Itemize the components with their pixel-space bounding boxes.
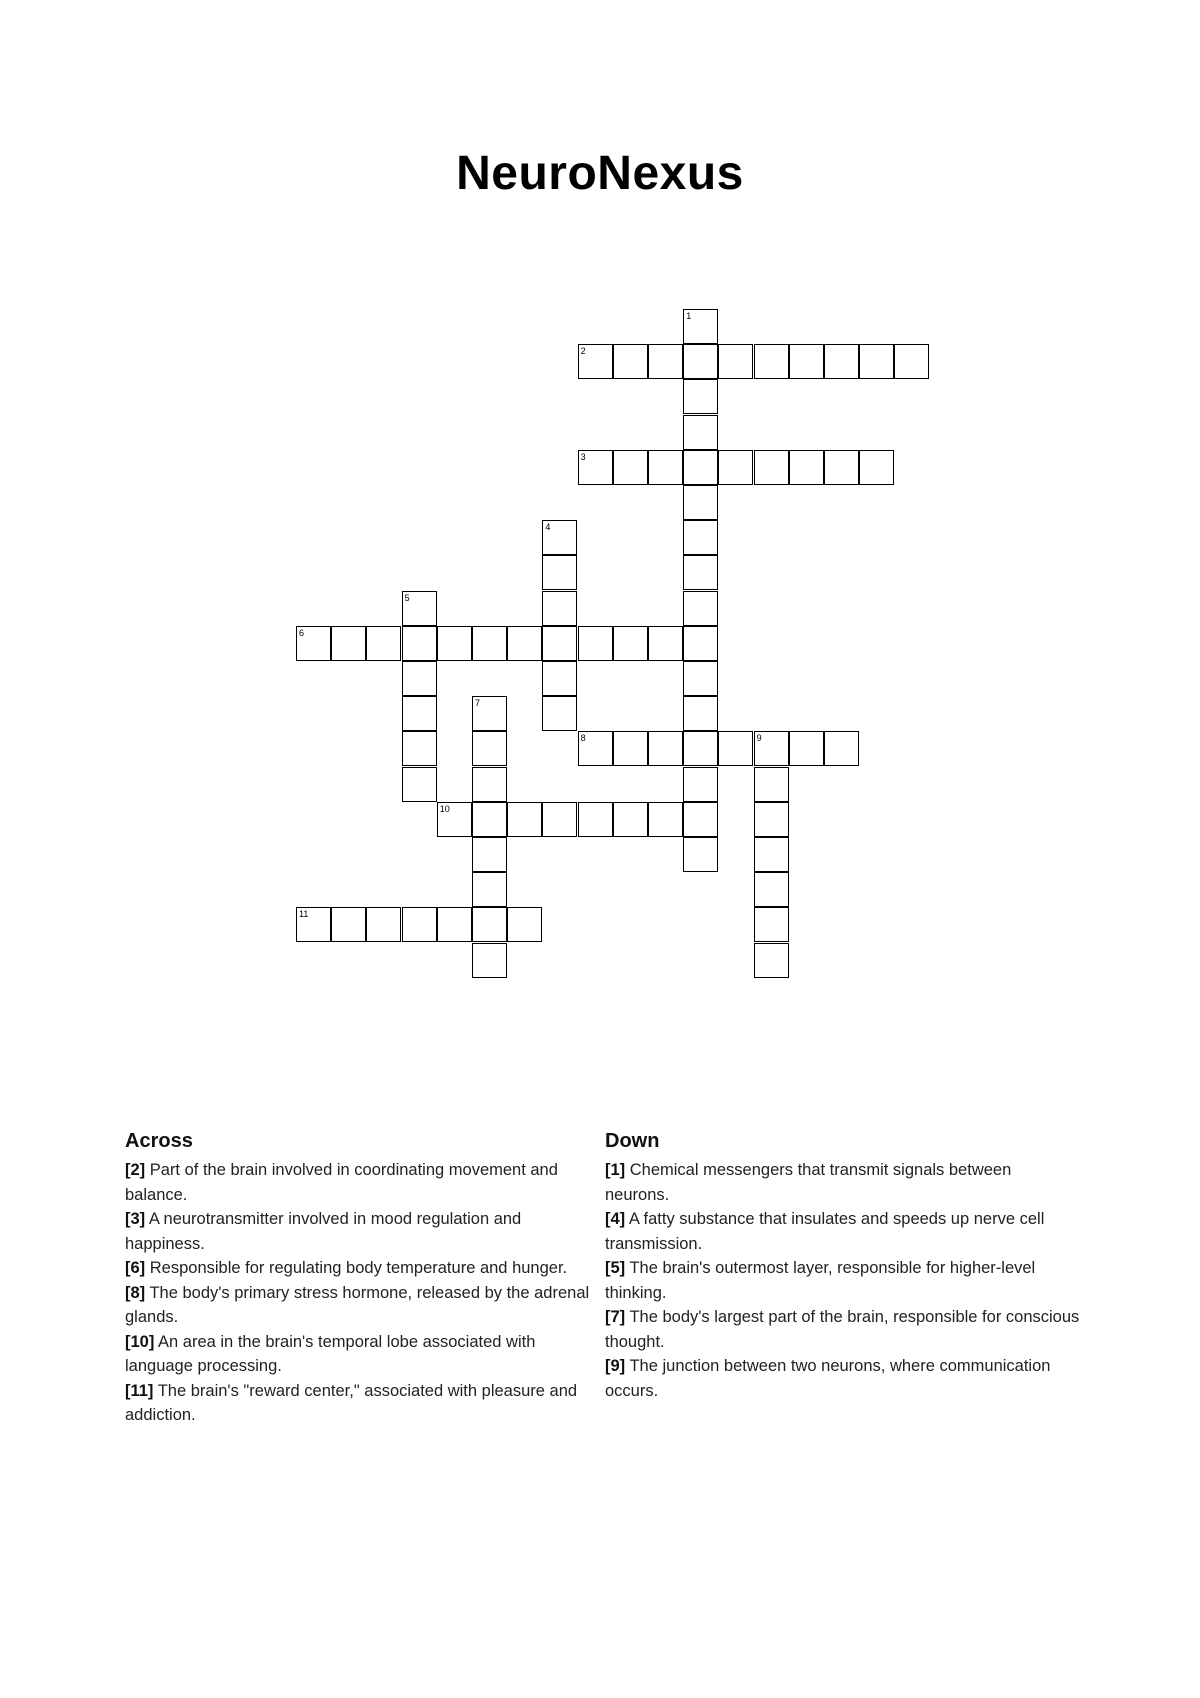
clue-number: 1 <box>686 311 692 321</box>
grid-cell[interactable] <box>754 450 789 485</box>
grid-cell[interactable] <box>613 626 648 661</box>
grid-cell[interactable] <box>754 344 789 379</box>
grid-cell[interactable] <box>683 661 718 696</box>
clue-text: The brain's "reward center," associated with pleasure and addiction. <box>125 1381 578 1424</box>
clue-text: The body's primary stress hormone, released by the adrenal glands. <box>125 1283 590 1326</box>
grid-cell[interactable] <box>331 907 366 942</box>
clue-number: 4 <box>545 522 551 533</box>
grid-cell[interactable] <box>578 802 613 837</box>
grid-cell[interactable] <box>859 450 894 485</box>
clue-text: The body's largest part of the brain, responsible for conscious thought. <box>605 1308 1080 1351</box>
grid-cell[interactable] <box>542 591 577 626</box>
grid-cell[interactable] <box>472 626 507 661</box>
clue-item <box>605 1354 1080 1403</box>
grid-cell[interactable] <box>578 731 613 766</box>
down-clues <box>605 1128 1080 1403</box>
clue-number: 7 <box>475 698 481 709</box>
clue-number-label: [9] <box>605 1357 626 1375</box>
grid-cell[interactable] <box>648 450 683 485</box>
grid-cell[interactable] <box>754 837 789 872</box>
clue-number: 2 <box>580 346 586 357</box>
clue-text: A neurotransmitter involved in mood regulation and happiness. <box>125 1210 522 1253</box>
grid-cell[interactable] <box>472 731 507 766</box>
grid-cell[interactable] <box>718 731 753 766</box>
grid-cell[interactable] <box>542 626 577 661</box>
grid-cell[interactable] <box>683 485 718 520</box>
clue-item <box>605 1207 1080 1256</box>
grid-cell[interactable] <box>437 907 472 942</box>
clue-number: 3 <box>580 451 586 462</box>
grid-cell[interactable] <box>542 520 577 555</box>
clue-number: 6 <box>299 627 305 638</box>
clue-number: 10 <box>439 803 450 814</box>
grid-cell[interactable] <box>683 591 718 626</box>
clue-number: 5 <box>404 592 410 603</box>
clue-item <box>605 1158 1080 1207</box>
grid-cell[interactable] <box>683 731 718 766</box>
grid-cell[interactable] <box>683 450 718 485</box>
grid-cell[interactable] <box>366 626 401 661</box>
grid-cell[interactable] <box>648 344 683 379</box>
grid-cell[interactable] <box>542 661 577 696</box>
across-heading: Across <box>125 1130 193 1152</box>
grid-cell[interactable] <box>894 344 929 379</box>
grid-cell[interactable] <box>472 872 507 907</box>
grid-cell[interactable] <box>437 626 472 661</box>
grid-cell[interactable] <box>578 626 613 661</box>
clue-number-label: [10] <box>125 1332 155 1351</box>
clue-number-label: [6] <box>125 1259 146 1277</box>
down-heading: Down <box>605 1130 660 1152</box>
grid-cell[interactable] <box>718 344 753 379</box>
grid-cell[interactable] <box>754 767 789 802</box>
down-clue-list <box>605 1158 1080 1403</box>
grid-cell[interactable] <box>578 450 613 485</box>
grid-cell[interactable] <box>296 626 331 661</box>
grid-cell[interactable] <box>683 309 718 344</box>
grid-cell[interactable] <box>402 661 437 696</box>
grid-cell[interactable] <box>683 626 718 661</box>
grid-cell[interactable] <box>789 731 824 766</box>
across-clue-list <box>125 1158 595 1428</box>
grid-cell[interactable] <box>542 802 577 837</box>
clue-text: Responsible for regulating body temperature and hunger. <box>145 1259 568 1277</box>
grid-cell[interactable] <box>507 626 542 661</box>
grid-cell[interactable] <box>507 802 542 837</box>
grid-cell[interactable] <box>683 767 718 802</box>
grid-cell[interactable] <box>754 802 789 837</box>
grid-cell[interactable] <box>402 731 437 766</box>
across-clues <box>125 1128 595 1428</box>
clue-number: 9 <box>756 733 762 744</box>
grid-cell[interactable] <box>754 731 789 766</box>
clue-item <box>125 1281 595 1330</box>
clue-number-label: [5] <box>605 1259 626 1277</box>
grid-cell[interactable] <box>472 943 507 978</box>
grid-cell[interactable] <box>824 344 859 379</box>
clue-number-label: [7] <box>605 1308 626 1326</box>
clue-number-label: [1] <box>605 1161 626 1179</box>
grid-cell[interactable] <box>437 802 472 837</box>
grid-cell[interactable] <box>507 907 542 942</box>
grid-cell[interactable] <box>542 555 577 590</box>
grid-cell[interactable] <box>366 907 401 942</box>
clue-number-label: [2] <box>125 1161 146 1179</box>
grid-cell[interactable] <box>472 802 507 837</box>
clue-text: A fatty substance that insulates and speeds up nerve cell transmission. <box>605 1210 1045 1253</box>
grid-cell[interactable] <box>718 450 753 485</box>
grid-cell[interactable] <box>613 731 648 766</box>
grid-cell[interactable] <box>683 520 718 555</box>
clue-text: The junction between two neurons, where communication occurs. <box>605 1357 1051 1400</box>
grid-cell[interactable] <box>754 872 789 907</box>
grid-cell[interactable] <box>331 626 366 661</box>
grid-cell[interactable] <box>402 591 437 626</box>
clue-text: Chemical messengers that transmit signals between neurons. <box>605 1161 1012 1204</box>
clue-item <box>125 1256 595 1281</box>
page-title: NeuroNexus <box>456 147 744 200</box>
grid-cell[interactable] <box>472 696 507 731</box>
clue-text: Part of the brain involved in coordinating movement and balance. <box>125 1161 558 1204</box>
grid-cell[interactable] <box>613 344 648 379</box>
grid-cell[interactable] <box>648 731 683 766</box>
grid-cell[interactable] <box>472 837 507 872</box>
grid-cell[interactable] <box>402 626 437 661</box>
grid-cell[interactable] <box>402 907 437 942</box>
clue-text: The brain's outermost layer, responsible for higher-level thinking. <box>605 1259 1036 1302</box>
clue-number: 8 <box>580 733 586 744</box>
grid-cell[interactable] <box>824 450 859 485</box>
clue-number-label: [4] <box>605 1210 626 1228</box>
grid-cell[interactable] <box>472 767 507 802</box>
grid-cell[interactable] <box>578 344 613 379</box>
grid-cell[interactable] <box>683 415 718 450</box>
grid-cell[interactable] <box>683 802 718 837</box>
clue-item <box>125 1379 595 1428</box>
grid-cell[interactable] <box>542 696 577 731</box>
clue-item <box>605 1256 1080 1305</box>
grid-cell[interactable] <box>472 907 507 942</box>
clue-text: An area in the brain's temporal lobe associated with language processing. <box>125 1332 536 1375</box>
clue-number: 11 <box>299 909 309 920</box>
grid-cell[interactable] <box>824 731 859 766</box>
grid-cell[interactable] <box>296 907 331 942</box>
grid-cell[interactable] <box>683 696 718 731</box>
clue-number-label: [8] <box>125 1283 146 1302</box>
clue-item <box>125 1330 595 1379</box>
clue-number-label: [11] <box>125 1381 154 1400</box>
grid-cell[interactable] <box>683 379 718 414</box>
grid-cell[interactable] <box>683 837 718 872</box>
grid-cell[interactable] <box>789 344 824 379</box>
grid-cell[interactable] <box>648 626 683 661</box>
grid-cell[interactable] <box>789 450 824 485</box>
grid-cell[interactable] <box>754 943 789 978</box>
clue-item <box>125 1158 595 1207</box>
grid-cell[interactable] <box>754 907 789 942</box>
grid-cell[interactable] <box>859 344 894 379</box>
clue-item <box>125 1207 595 1256</box>
grid-cell[interactable] <box>402 696 437 731</box>
clue-item <box>605 1305 1080 1354</box>
grid-cell[interactable] <box>683 555 718 590</box>
grid-cell[interactable] <box>613 802 648 837</box>
grid-cell[interactable] <box>402 767 437 802</box>
grid-cell[interactable] <box>683 344 718 379</box>
grid-cell[interactable] <box>613 450 648 485</box>
grid-cell[interactable] <box>648 802 683 837</box>
clue-number-label: [3] <box>125 1210 146 1228</box>
